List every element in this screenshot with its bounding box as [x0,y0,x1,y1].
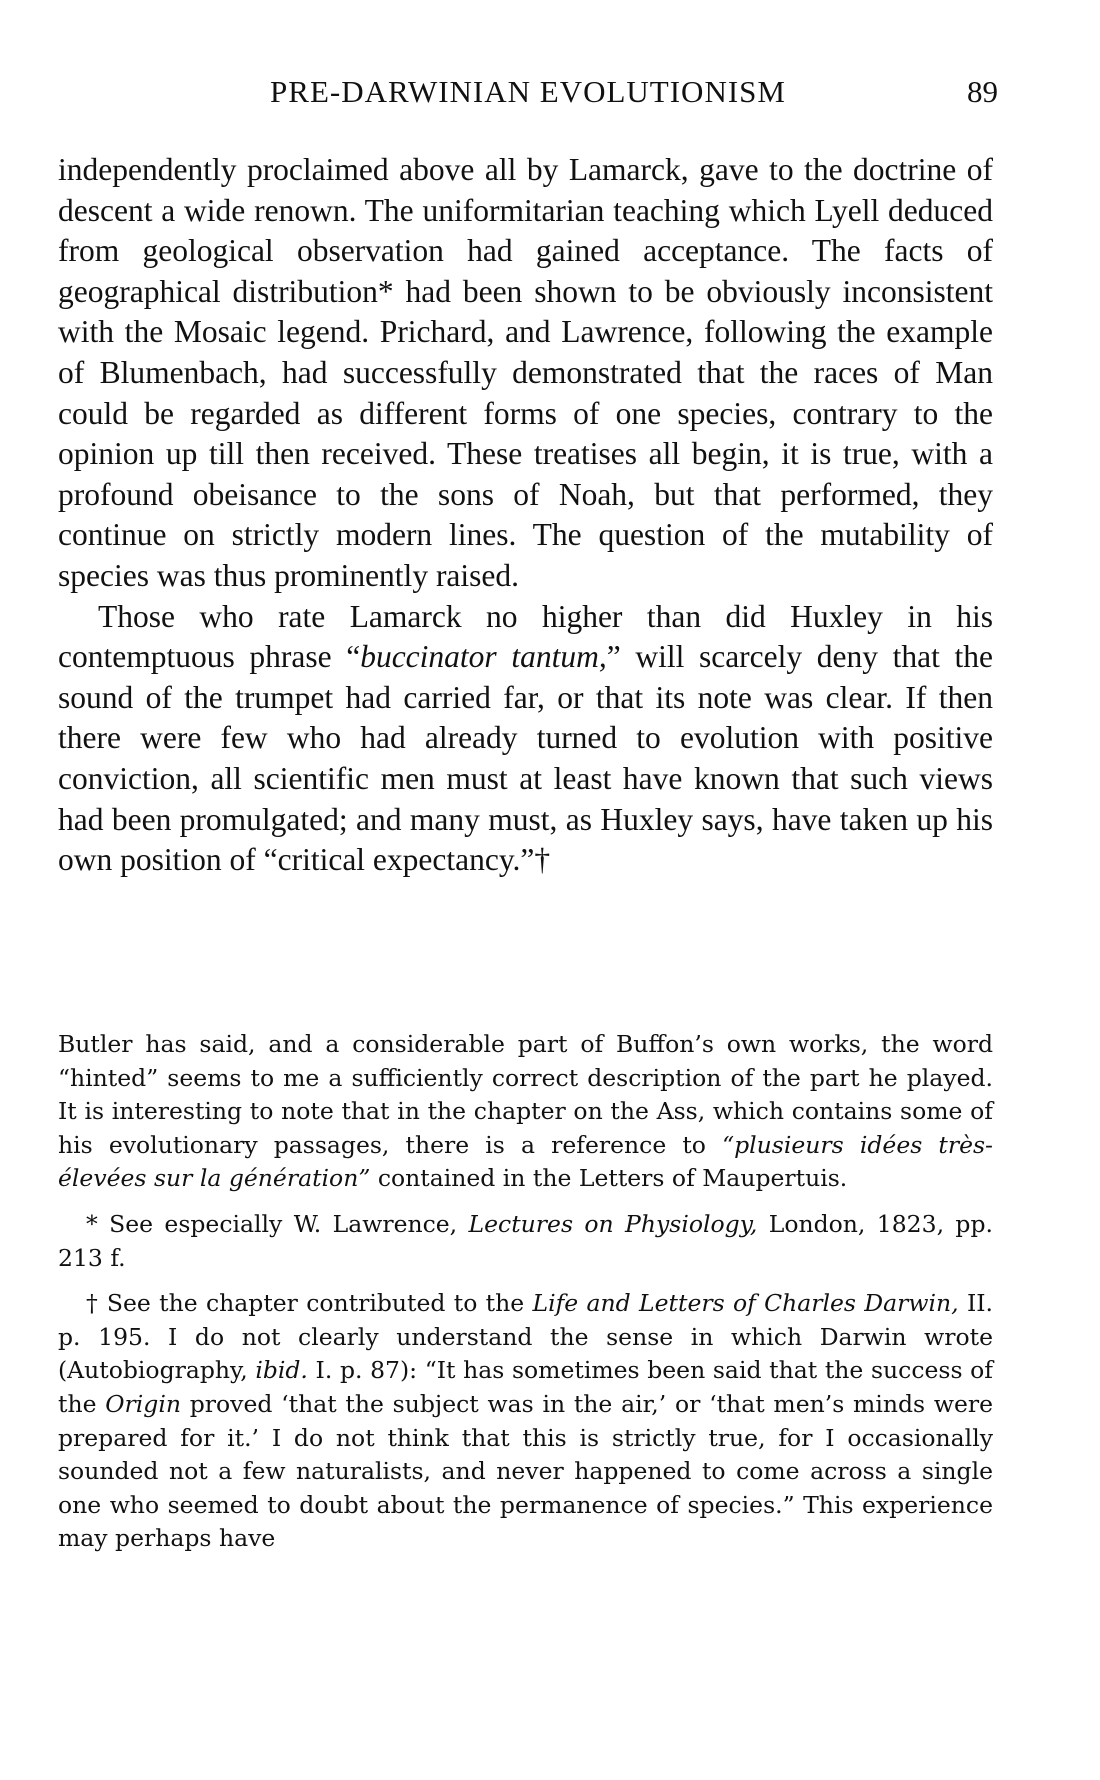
paragraph-2-latin-phrase: buccinator tantum, [360,639,607,675]
paragraph-2-text-start: Those who rate Lamarck no higher than did Huxley in his contemptuous phrase “ [58,598,993,675]
footnotes [58,1028,993,1568]
footnote-star-end: London, 1823, pp. 213 f. [58,1209,993,1272]
paragraph-2-text-end: ” will scarcely deny that the sound of the trumpet had carried far, or that its note was clear. If then there were few who had already turned to evolution with positive conviction, all scientific men must at least have known that such views had been promulgated; and many must, as Huxley says, have taken up his own position of “critical expectancy.”† [58,639,994,878]
running-head: PRE-DARWINIAN EVOLUTIONISM [270,74,786,109]
footnote-dagger-book-title: Life and Letters of Charles Darwin, [532,1289,959,1318]
footnote-dagger-part4: proved ‘that the subject was in the air,’ or ‘that men’s minds were prepared for it.’ I do not think that this is strictly true, for I occasionally sounded not a few naturalists, and never happened to come across a single one who seemed to doubt about the permanence of species.” This experience may perhaps have [58,1389,993,1553]
page-header [58,74,998,114]
footnote-dagger [58,1287,993,1556]
page-number: 89 [967,74,998,109]
paragraph-1-text: independently proclaimed above all by Lamarck, gave to the doctrine of descent a wide renown. The uniformitarian teaching which Lyell deduced from geological observation had gained acceptance. The facts of geographical distribution* had been shown to be obviously inconsistent with the Mosaic legend. Prichard, and Lawrence, following the example of Blumenbach, had successfully demonstrated that the races of Man could be regarded as different forms of one species, contrary to the opinion up till then received. These treatises all begin, it is true, with a profound obeisance to the sons of Noah, but that performed, they continue on strictly modern lines. The question of the mutability of species was thus prominently raised. [58,152,993,593]
footnote-continued-end: contained in the Letters of Maupertuis. [370,1164,848,1193]
footnote-dagger-part1: † See the chapter contributed to the [86,1289,533,1318]
footnote-star-start: * See especially W. Lawrence, [86,1209,469,1238]
footnote-star [58,1208,993,1275]
footnote-dagger-part3: I. p. 87): “It has sometimes been said that the success of the [58,1356,993,1418]
footnote-dagger-ibid: ibid. [255,1356,308,1385]
footnote-star-title: Lectures on Physiology, [468,1209,758,1238]
main-text [58,150,993,881]
footnote-continued-start: Butler has said, and a considerable part of Buffon’s own works, the word “hinted” seems to me a sufficiently correct description of the part he played. It is interesting to note that in the chapter on the Ass, which contains some of his evolutionary passages, there is a reference to [58,1030,993,1159]
footnote-dagger-part2: II. p. 195. I do not clearly understand the sense in which Darwin wrote (Autobiography, [58,1289,993,1385]
footnote-dagger-origin: Origin [105,1389,181,1418]
paragraph-2 [58,597,993,881]
footnote-continued [58,1028,993,1196]
paragraph-1 [58,150,993,597]
footnote-continued-quote: “plusieurs idées très-élevées sur la génération” [58,1130,993,1193]
